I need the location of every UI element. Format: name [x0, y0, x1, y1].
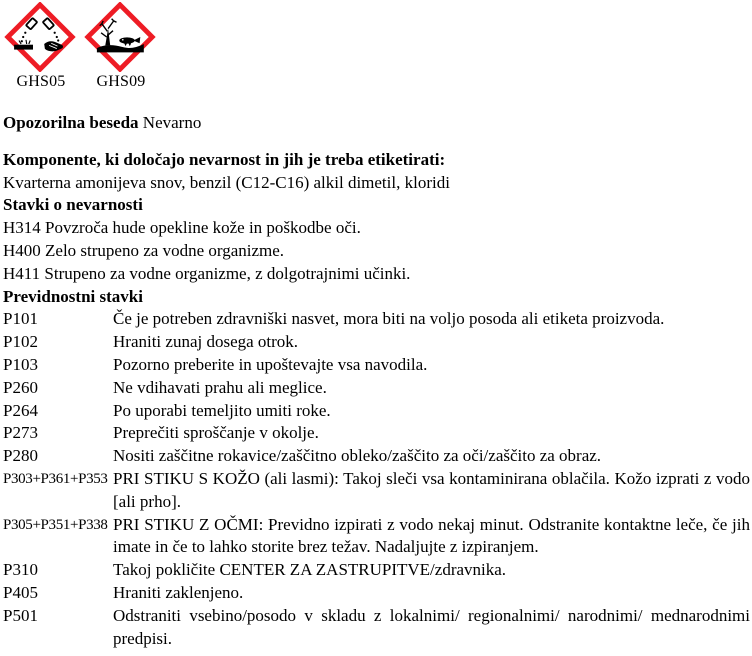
p-text: Preprečiti sproščanje v okolje.	[113, 423, 319, 443]
p-code: P501	[3, 605, 38, 625]
precautionary-statement-P260	[3, 377, 750, 400]
corrosion-icon	[3, 2, 77, 72]
hazard-statement-H400: H400 Zelo strupeno za vodne organizme.	[3, 240, 285, 260]
precautionary-statement-P303+P361+P353	[3, 468, 750, 514]
components-value: Kvarterna amonijeva snov, benzil (C12-C16) alkil dimetil, kloridi	[3, 172, 450, 192]
precautionary-statement-P405	[3, 582, 750, 605]
p-code: P273	[3, 423, 38, 443]
p-text: Hraniti zaklenjeno.	[113, 582, 244, 602]
precautionary-statement-P101	[3, 308, 750, 331]
p-text: Odstraniti vsebino/posodo v skladu z lokalnimi/ regionalnimi/ narodnimi/ mednarodnimi predpisi.	[113, 605, 750, 648]
hazard-statement-H314: H314 Povzroča hude opekline kože in poškodbe oči.	[3, 218, 361, 238]
signal-word-value: Nevarno	[142, 113, 202, 132]
p-code: P260	[3, 377, 38, 397]
p-text: Takoj pokličite CENTER ZA ZASTRUPITVE/zdravnika.	[113, 560, 507, 580]
p-code: P280	[3, 446, 38, 466]
precautionary-statements-heading: Previdnostni stavki	[3, 286, 143, 306]
p-code: P103	[3, 354, 38, 374]
pictogram-ghs09-code: GHS09	[96, 73, 146, 90]
hazard-statement-H411: H411 Strupeno za vodne organizme, z dolgotrajnimi učinki.	[3, 263, 411, 283]
pictogram-row	[3, 2, 750, 90]
p-text: Nositi zaščitne rokavice/zaščitno obleko/zaščito za oči/zaščito za obraz.	[113, 446, 602, 466]
signal-word-line	[3, 112, 750, 135]
p-code: P305+P351+P338	[3, 516, 108, 533]
p-text: Če je potreben zdravniški nasvet, mora biti na voljo posoda ali etiketa proizvoda.	[113, 309, 665, 329]
pictogram-ghs05	[3, 2, 79, 90]
p-code: P310	[3, 560, 38, 580]
components-heading: Komponente, ki določajo nevarnost in jih je treba etiketirati:	[3, 149, 446, 169]
p-code: P405	[3, 582, 38, 602]
precautionary-statement-P264	[3, 400, 750, 423]
precautionary-statements-list	[3, 308, 750, 650]
pictogram-ghs05-code: GHS05	[16, 73, 66, 90]
pictogram-ghs09	[83, 2, 159, 90]
precautionary-statement-P273	[3, 422, 750, 445]
precautionary-statement-P280	[3, 445, 750, 468]
p-text: Po uporabi temeljito umiti roke.	[113, 400, 331, 420]
p-text: Ne vdihavati prahu ali meglice.	[113, 377, 327, 397]
p-text: Hraniti zunaj dosega otrok.	[113, 332, 299, 352]
precautionary-statement-P501	[3, 605, 750, 651]
p-text: PRI STIKU S KOŽO (ali lasmi): Takoj sleči vsa kontaminirana oblačila. Kožo izprati z vodo [ali prho].	[113, 468, 750, 511]
hazard-statements-list	[3, 217, 750, 285]
hazard-statements-heading: Stavki o nevarnosti	[3, 195, 143, 215]
signal-word-label: Opozorilna beseda	[3, 113, 139, 132]
p-code: P264	[3, 400, 38, 420]
environment-icon	[83, 2, 157, 72]
p-code: P102	[3, 332, 38, 352]
p-text: PRI STIKU Z OČMI: Previdno izpirati z vodo nekaj minut. Odstranite kontaktne leče, če jih imate in če to lahko storite brez težav. Nadaljujte z izpiranjem.	[113, 514, 750, 557]
p-text: Pozorno preberite in upoštevajte vsa navodila.	[113, 354, 428, 374]
precautionary-statement-P102	[3, 331, 750, 354]
precautionary-statement-P310	[3, 559, 750, 582]
p-code: P101	[3, 309, 38, 329]
p-code: P303+P361+P353	[3, 470, 108, 487]
precautionary-statement-P305+P351+P338	[3, 514, 750, 560]
precautionary-statement-P103	[3, 354, 750, 377]
